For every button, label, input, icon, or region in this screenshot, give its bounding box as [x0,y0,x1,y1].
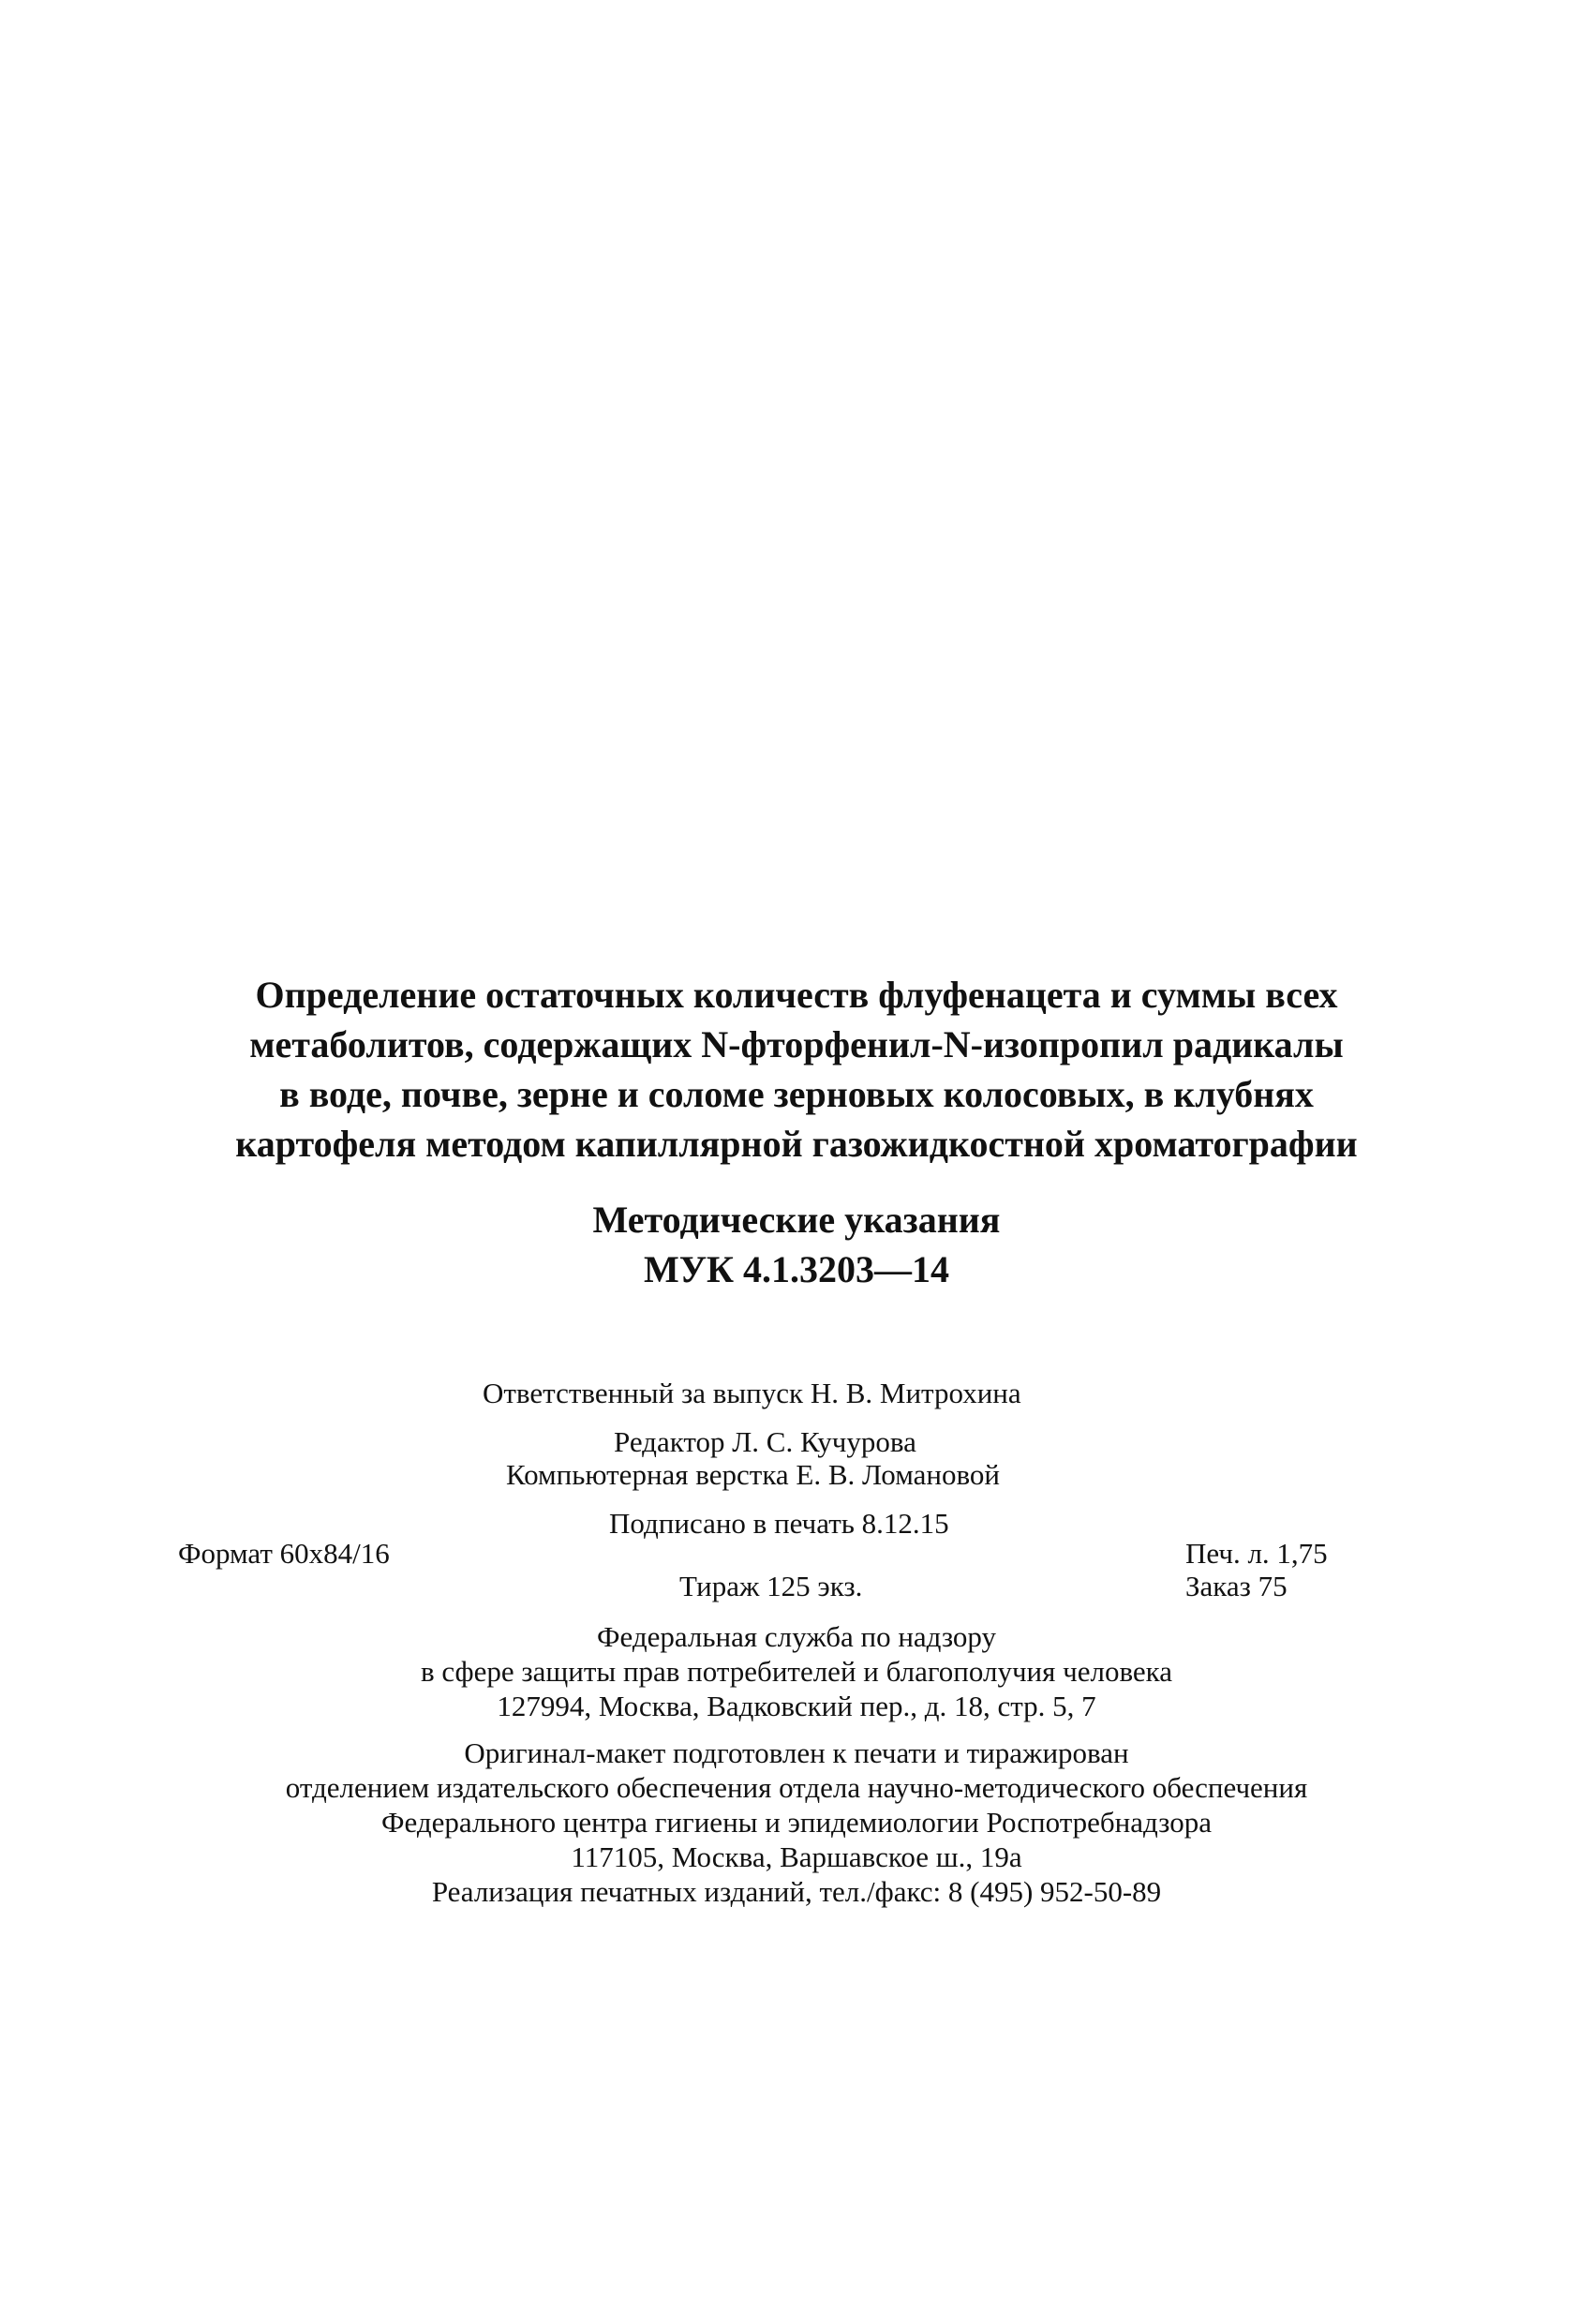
credit-print-run: Тираж 125 экз. [679,1570,863,1602]
credit-editor: Редактор Л. С. Кучурова [614,1425,916,1458]
credit-signed: Подписано в печать 8.12.15 [609,1507,949,1540]
publisher-info [141,1619,1452,1723]
publisher-line-1: Федеральная служба по надзору [597,1620,996,1653]
doc-type: Методические указания [592,1199,1001,1241]
credit-order: Заказ 75 [1185,1570,1288,1602]
title-line-4: картофеля методом капиллярной газожидкостной хроматографии [235,1123,1358,1165]
doc-number: МУК 4.1.3203—14 [643,1248,950,1290]
document-title [141,970,1452,1169]
printer-line-4: 117105, Москва, Варшавское ш., 19а [571,1840,1022,1873]
title-line-2: метаболитов, содержащих N-фторфенил-N-изопропил радикалы [249,1023,1344,1065]
publisher-line-2: в сфере защиты прав потребителей и благополучия человека [420,1655,1173,1688]
document-subtitle [141,1195,1452,1294]
publisher-line-3: 127994, Москва, Вадковский пер., д. 18, стр. 5, 7 [497,1690,1096,1722]
printer-line-2: отделением издательского обеспечения отдела научно-методического обеспечения [285,1771,1308,1804]
printer-line-3: Федерального центра гигиены и эпидемиологии Роспотребнадзора [381,1806,1212,1839]
printer-info [141,1736,1452,1909]
credit-layout: Компьютерная верстка Е. В. Ломановой [506,1458,1000,1491]
title-line-1: Определение остаточных количеств флуфенацета и суммы всех [255,974,1338,1016]
printer-line-1: Оригинал-макет подготовлен к печати и тиражирован [464,1736,1129,1769]
credit-format: Формат 60х84/16 [178,1537,390,1570]
printer-line-5: Реализация печатных изданий, тел./факс: 8 (495) 952-50-89 [431,1875,1162,1908]
credit-sheets: Печ. л. 1,75 [1185,1537,1328,1570]
title-line-3: в воде, почве, зерне и соломе зерновых колосовых, в клубнях [279,1073,1314,1115]
credit-responsible: Ответственный за выпуск Н. В. Митрохина [483,1377,1021,1409]
